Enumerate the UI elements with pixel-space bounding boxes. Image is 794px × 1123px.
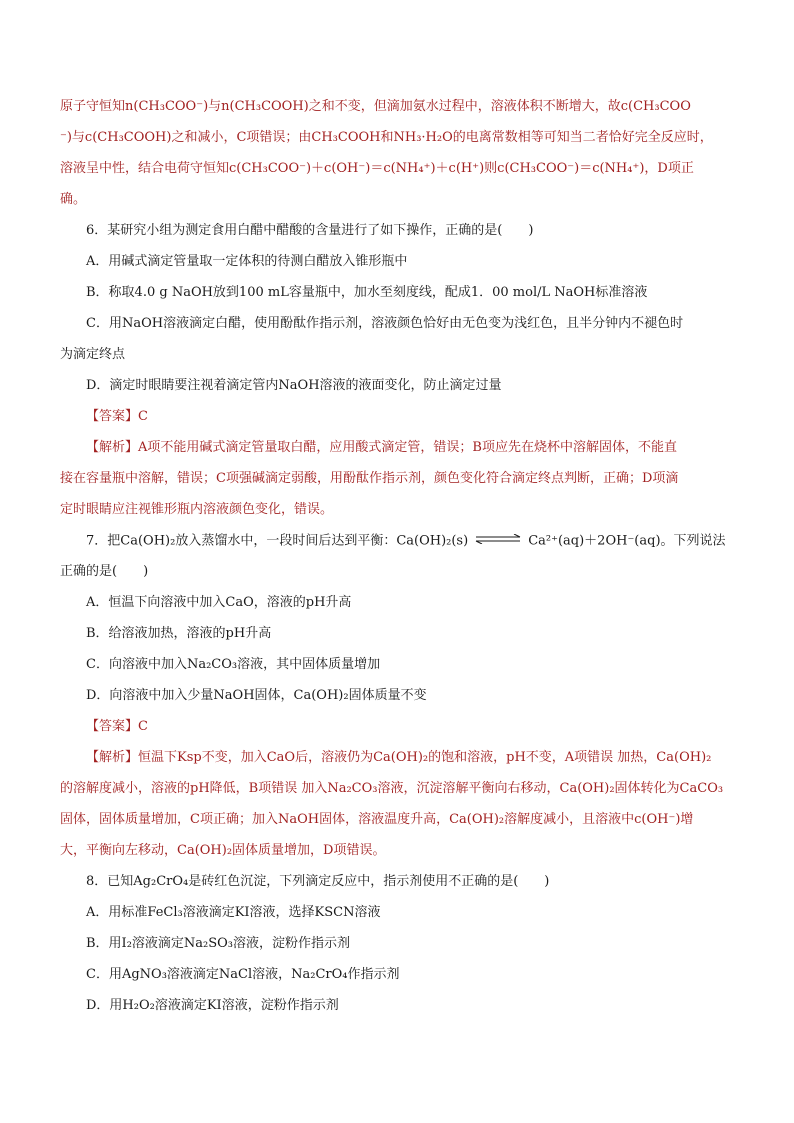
option-a: A．用标准FeCl₃溶液滴定KI溶液，选择KSCN溶液: [86, 905, 381, 920]
answer-line: [60, 716, 740, 747]
option-b: B．给溶液加热，溶液的pH升高: [86, 626, 272, 641]
analysis-line: 的溶解度减小，溶液的pH降低，B项错误 加入Na₂CO₃溶液，沉淀溶解平衡向右移动，Ca(OH)₂固体转化为CaCO₃: [60, 781, 724, 796]
stem-before-arrow: 7．把Ca(OH)₂放入蒸馏水中，一段时间后达到平衡：Ca(OH)₂(s): [86, 533, 469, 549]
option-c: C．用AgNO₃溶液滴定NaCl溶液，Na₂CrO₄作指示剂: [86, 967, 400, 982]
analysis-line: [60, 437, 740, 468]
question-8: [60, 871, 740, 1026]
analysis-line: 大，平衡向左移动，Ca(OH)₂固体质量增加，D项错误。: [60, 843, 386, 858]
option-d: D．滴定时眼睛要注视着滴定管内NaOH溶液的液面变化，防止滴定过量: [86, 378, 502, 393]
answer-tag: 【答案】: [86, 719, 139, 734]
answer-line: [60, 406, 740, 437]
equilibrium-arrow-icon: [474, 530, 522, 552]
answer-tag: 【答案】: [86, 409, 139, 424]
answer-value: C: [138, 719, 148, 734]
explanation-line: 原子守恒知n(CH₃COO⁻)与n(CH₃COOH)之和不变，但滴加氨水过程中，溶液体积不断增大，故c(CH₃COO: [60, 99, 691, 114]
option-d: D．向溶液中加入少量NaOH固体，Ca(OH)₂固体质量不变: [86, 688, 427, 703]
option-d: D．用H₂O₂溶液滴定KI溶液，淀粉作指示剂: [86, 998, 339, 1013]
answer-value: C: [138, 409, 148, 424]
analysis-line: 定时眼睛应注视锥形瓶内溶液颜色变化，错误。: [60, 502, 334, 517]
analysis-text: 恒温下Ksp不变，加入CaO后，溶液仍为Ca(OH)₂的饱和溶液，pH不变，A项错误 加热，Ca(OH)₂: [138, 750, 712, 765]
analysis-line: [60, 747, 740, 778]
option-c: C．向溶液中加入Na₂CO₃溶液，其中固体质量增加: [86, 657, 381, 672]
analysis-tag: 【解析】: [86, 440, 139, 455]
question-6: [60, 220, 740, 530]
option-b: B．称取4.0 g NaOH放到100 mL容量瓶中，加水至刻度线，配成1．00 mol/L NaOH标准溶液: [86, 285, 648, 300]
option-c-continued: 为滴定终点: [60, 347, 126, 362]
option-c: C．用NaOH溶液滴定白醋，使用酚酞作指示剂，溶液颜色恰好由无色变为浅红色，且半分钟内不褪色时: [86, 316, 684, 331]
question-7: [60, 530, 740, 871]
document-page: [60, 96, 740, 1026]
option-a: A．用碱式滴定管量取一定体积的待测白醋放入锥形瓶中: [86, 254, 408, 269]
analysis-text: A项不能用碱式滴定管量取白醋，应用酸式滴定管，错误；B项应先在烧杯中溶解固体，不能直: [138, 440, 677, 455]
question-stem: 6．某研究小组为测定食用白醋中醋酸的含量进行了如下操作，正确的是( ): [86, 223, 534, 238]
explanation-line: 溶液呈中性，结合电荷守恒知c(CH₃COO⁻)＋c(OH⁻)＝c(NH₄⁺)＋c(H⁺)则c(CH₃COO⁻)＝c(NH₄⁺)，D项正: [60, 161, 694, 176]
question-stem: [60, 530, 740, 561]
analysis-line: 接在容量瓶中溶解，错误；C项强碱滴定弱酸，用酚酞作指示剂，颜色变化符合滴定终点判断，正确；D项滴: [60, 471, 679, 486]
analysis-tag: 【解析】: [86, 750, 139, 765]
option-a: A．恒温下向溶液中加入CaO，溶液的pH升高: [86, 595, 352, 610]
previous-explanation: [60, 96, 740, 220]
analysis-line: 固体，固体质量增加，C项正确；加入NaOH固体，溶液温度升高，Ca(OH)₂溶解度减小，且溶液中c(OH⁻)增: [60, 812, 694, 827]
explanation-line: 确。: [60, 192, 87, 207]
question-stem: 8．已知Ag₂CrO₄是砖红色沉淀，下列滴定反应中，指示剂使用不正确的是( ): [86, 874, 550, 889]
explanation-line: ⁻)与c(CH₃COOH)之和减小，C项错误；由CH₃COOH和NH₃·H₂O的电离常数相等可知当二者恰好完全反应时，: [60, 130, 713, 145]
stem-after-arrow: Ca²⁺(aq)＋2OH⁻(aq)。下列说法: [528, 533, 726, 549]
option-b: B．用I₂溶液滴定Na₂SO₃溶液，淀粉作指示剂: [86, 936, 351, 951]
question-stem-continued: 正确的是( ): [60, 564, 149, 579]
